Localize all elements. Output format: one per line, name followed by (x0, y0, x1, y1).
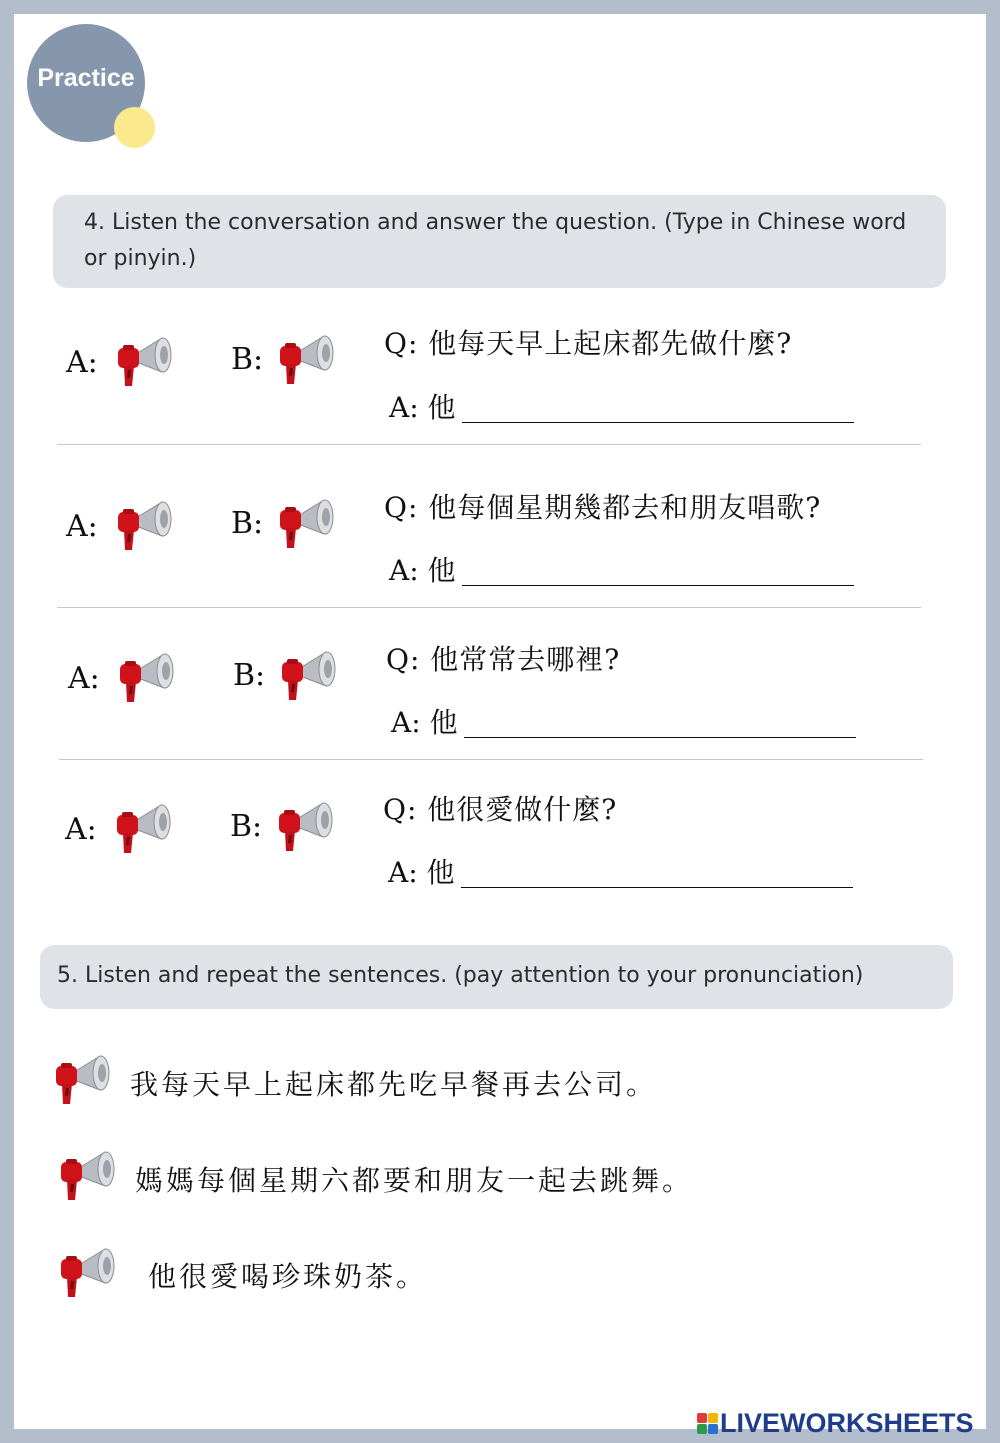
speaker-a-label: A: (68, 661, 100, 696)
megaphone-icon[interactable] (275, 799, 335, 854)
speaker-a-label: A: (66, 509, 98, 544)
question-text: Q: 他每個星期幾都去和朋友唱歌? (384, 491, 822, 524)
repeat-sentence: 他很愛喝珍珠奶茶。 (148, 1260, 428, 1293)
megaphone-icon[interactable] (116, 650, 176, 705)
row-divider (57, 607, 921, 608)
speaker-b-label: B: (233, 658, 266, 693)
speaker-a-label: A: (66, 345, 98, 380)
megaphone-icon[interactable] (278, 648, 338, 703)
megaphone-icon[interactable] (114, 334, 174, 389)
logo-grid-icon (697, 1413, 718, 1434)
section5-instruction: 5. Listen and repeat the sentences. (pay attention to your pronunciation) (40, 945, 953, 1009)
megaphone-icon[interactable] (113, 801, 173, 856)
megaphone-icon[interactable] (114, 498, 174, 553)
megaphone-icon[interactable] (52, 1052, 112, 1107)
practice-badge-label: Practice (37, 64, 135, 92)
logo-text: LIVEWORKSHEETS (720, 1407, 974, 1438)
question-text: Q: 他很愛做什麼? (383, 793, 618, 826)
badge-accent-dot (114, 107, 155, 148)
answer-input[interactable] (462, 386, 854, 423)
answer-prefix: A: 他 (389, 391, 456, 424)
speaker-b-label: B: (230, 809, 263, 844)
speaker-b-label: B: (231, 506, 264, 541)
repeat-sentence: 我每天早上起床都先吃早餐再去公司。 (130, 1068, 658, 1101)
answer-input[interactable] (464, 701, 856, 738)
megaphone-icon[interactable] (276, 496, 336, 551)
row-divider (57, 444, 921, 445)
question-text: Q: 他常常去哪裡? (386, 643, 621, 676)
megaphone-icon[interactable] (57, 1245, 117, 1300)
liveworksheets-logo[interactable] (697, 1408, 974, 1438)
answer-prefix: A: 他 (391, 706, 458, 739)
megaphone-icon[interactable] (57, 1148, 117, 1203)
repeat-sentence: 媽媽每個星期六都要和朋友一起去跳舞。 (135, 1164, 694, 1197)
answer-input[interactable] (462, 549, 854, 586)
row-divider (59, 759, 923, 760)
section4-instruction: 4. Listen the conversation and answer the question. (Type in Chinese word or pinyin.) (53, 195, 946, 288)
speaker-a-label: A: (65, 812, 97, 847)
speaker-b-label: B: (231, 342, 264, 377)
answer-prefix: A: 他 (388, 856, 455, 889)
question-text: Q: 他每天早上起床都先做什麼? (384, 327, 793, 360)
answer-prefix: A: 他 (389, 554, 456, 587)
answer-input[interactable] (461, 851, 853, 888)
megaphone-icon[interactable] (276, 332, 336, 387)
